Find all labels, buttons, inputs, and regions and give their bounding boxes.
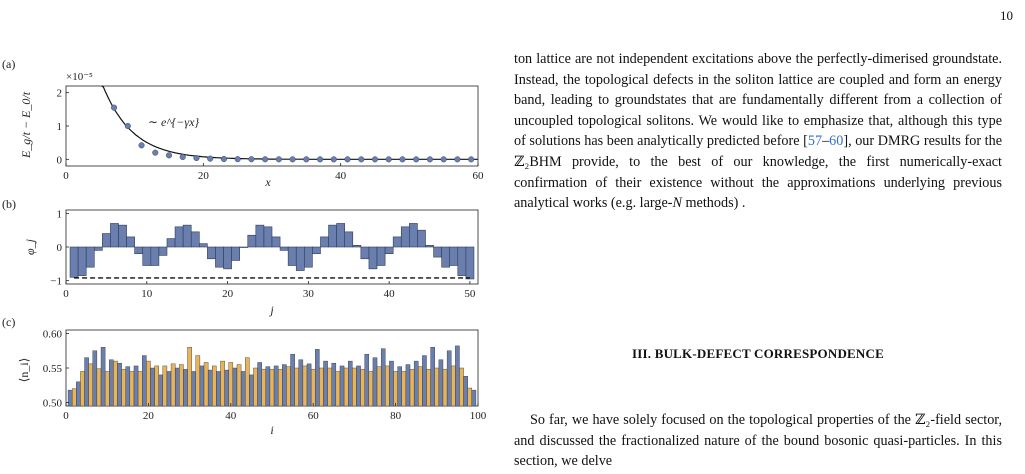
panel-a-point-9: [235, 156, 241, 162]
panel-b-bar-41: [401, 227, 409, 247]
panel-b-ticks: [50, 208, 476, 300]
panel-c-bar-48: [266, 367, 270, 406]
panel-b-xtick-label-4: 40: [383, 288, 395, 300]
panel-b-bar-18: [215, 247, 223, 267]
panel-c-bar-95: [459, 368, 463, 406]
panel-c-bar-79: [394, 371, 398, 406]
panel-c-bar-55: [295, 368, 299, 406]
panel-c-bar-64: [332, 363, 336, 406]
panel-a-point-15: [317, 157, 323, 163]
panel-b-bar-17: [207, 247, 215, 259]
panel-c-ytick-label-0: 0.50: [42, 397, 62, 410]
panel-b-bar-31: [320, 237, 328, 247]
panel-c-xlabel: i: [270, 423, 274, 437]
panel-c-bar-23: [163, 366, 167, 406]
panel-c-bar-81: [402, 371, 406, 406]
panel-c-bar-91: [443, 369, 447, 406]
para1-part-d: methods) .: [681, 195, 746, 212]
z2-symbol-2: ℤ₂: [915, 412, 931, 428]
para2-part-b: -field sector, and discussed the fractionalized nature of the bound bosonic quasi-particles. In this section, we delve: [514, 412, 1003, 470]
panel-b-bar-6: [119, 225, 127, 247]
section-heading: III. BULK-DEFECT CORRESPONDENCE: [632, 346, 884, 361]
panel-a-point-0: [111, 105, 117, 111]
panel-b-bar-0: [70, 247, 78, 277]
panel-a-xtick-label-3: 60: [472, 170, 484, 182]
panel-b-bar-20: [232, 247, 240, 260]
panel-c-bar-47: [262, 369, 266, 406]
panel-c-bar-26: [175, 368, 179, 406]
panel-c-bar-14: [126, 367, 130, 406]
panel-c-bar-84: [414, 361, 418, 406]
panel-c-bar-43: [245, 358, 249, 406]
panel-b-bar-45: [434, 247, 442, 257]
panel-c-bar-67: [344, 368, 348, 406]
panel-a-xlabel: x: [265, 175, 271, 189]
panel-c-bar-87: [427, 369, 431, 406]
panel-a-point-6: [194, 155, 200, 161]
panel-a-point-18: [358, 157, 364, 163]
panel-a-xtick-label-0: 0: [63, 170, 69, 182]
panel-c-bar-78: [389, 361, 393, 406]
panel-a-point-19: [372, 157, 378, 163]
panel-c-bar-80: [398, 367, 402, 406]
panel-b-bar-35: [353, 245, 361, 247]
panel-c-bars: [68, 346, 476, 406]
panel-b-bar-34: [345, 232, 353, 247]
panel-c-bar-45: [253, 368, 257, 406]
panel-a-point-11: [262, 156, 268, 162]
panel-a-point-26: [468, 157, 474, 163]
panel-c-bar-6: [93, 351, 97, 406]
panel-c-bar-61: [319, 368, 323, 406]
panel-b-bar-4: [102, 234, 110, 247]
panel-c-bar-75: [377, 367, 381, 406]
panel-a-ticks: [57, 88, 485, 182]
panel-c-bar-31: [196, 356, 200, 406]
panel-b-ytick-label-0: −1: [50, 275, 62, 288]
panel-b-bar-5: [110, 223, 118, 247]
panel-a-point-16: [331, 157, 337, 163]
panel-c-ytick-label-1: 0.55: [42, 363, 62, 375]
panel-c-bar-71: [361, 369, 365, 406]
panel-a-point-7: [207, 156, 213, 162]
panel-a-points: [111, 105, 474, 162]
panel-b-bar-32: [329, 225, 337, 247]
panel-c-bar-41: [237, 365, 241, 406]
panel-c-bar-90: [439, 360, 443, 406]
panel-b-bar-40: [393, 237, 401, 247]
panel-b-bar-49: [466, 247, 474, 279]
panel-c-bar-36: [216, 371, 220, 406]
panel-c-bar-4: [85, 358, 89, 406]
panel-c-bar-24: [167, 371, 171, 406]
panel-b-bar-22: [248, 235, 256, 247]
panel-c-bar-92: [447, 351, 451, 406]
panel-b-bar-14: [183, 225, 191, 247]
panel-c-ytick-label-2: 0.60: [42, 328, 62, 341]
panel-b-bar-30: [312, 247, 320, 254]
panel-c-bar-65: [336, 371, 340, 406]
panel-c-bar-32: [200, 366, 204, 406]
panel-c-bar-18: [142, 356, 146, 406]
panel-c-bar-2: [76, 382, 80, 406]
panel-c-bar-21: [155, 366, 159, 406]
panel-c-bar-49: [270, 369, 274, 406]
panel-c-bar-39: [229, 362, 233, 406]
panel-a-point-1: [125, 123, 131, 129]
panel-c-bar-5: [89, 364, 93, 406]
para2-part-a: So far, we have solely focused on the topological properties of the: [530, 412, 916, 428]
panel-a-point-2: [139, 143, 145, 149]
panel-a-ytick-label-2: 2: [56, 87, 62, 100]
panel-b-bar-23: [256, 225, 264, 247]
panel-b-xtick-label-1: 10: [141, 288, 153, 300]
panel-a-xtick-label-2: 40: [335, 170, 347, 182]
panel-b-xtick-label-5: 50: [464, 288, 476, 300]
panel-a-point-22: [413, 157, 419, 163]
panel-c-xtick-label-3: 60: [307, 410, 319, 422]
panel-c-bar-1: [72, 389, 76, 406]
panel-b-bar-13: [175, 227, 183, 247]
panel-b-bar-33: [337, 223, 345, 247]
citation-link-57[interactable]: 57: [807, 133, 823, 150]
panel-b-bar-9: [143, 247, 151, 266]
panel-c-bar-22: [159, 375, 163, 406]
panel-c-bar-54: [291, 354, 295, 406]
panel-c-bar-11: [113, 361, 117, 406]
panel-b-bar-36: [361, 247, 369, 259]
panel-b-bar-26: [280, 247, 288, 250]
panel-b-bar-42: [409, 223, 417, 247]
panel-b-label: (b): [2, 197, 16, 211]
panel-b-bars: [70, 223, 474, 279]
panel-c-xtick-label-0: 0: [63, 410, 69, 422]
panel-c-bar-62: [324, 361, 328, 406]
panel-c-bar-8: [101, 347, 105, 406]
panel-c-xtick-label-5: 100: [469, 410, 487, 422]
para1-part-a: ton lattice are not independent excitations above the perfectly-dimerised groundstate. Instead, the topological defects in the soliton lattice are coupled and form an energy band, leading to groundstates that are fundamentally different from a collection of uncoupled topological solitons. We would like to emphasize that, although this type of solutions has been analytically predicted before [: [514, 51, 1002, 150]
panel-b-bar-28: [296, 247, 304, 271]
panel-c-bar-3: [80, 371, 84, 406]
panel-c-bar-93: [451, 366, 455, 406]
panel-c-bar-50: [274, 366, 278, 406]
para1-part-c: BHM provide, to the best of our knowledge, the first numerically-exact confirmation of their existence without the approximations underlying previous analytical works (e.g. large-: [514, 153, 1002, 212]
panel-c-bar-83: [410, 369, 414, 406]
panel-b-bar-24: [264, 227, 272, 247]
panel-a-point-17: [345, 157, 351, 163]
panel-c-bar-7: [97, 369, 101, 406]
panel-c-bar-74: [373, 358, 377, 406]
panel-c-bar-38: [225, 370, 229, 406]
panel-a-ytick-label-1: 1: [56, 121, 62, 133]
panel-b-bar-21: [240, 247, 248, 248]
panel-b-bar-44: [425, 245, 433, 247]
panel-a-annotation: ∼ e^{−γx}: [148, 115, 200, 129]
panel-b-bar-27: [288, 247, 296, 266]
panel-b-bar-11: [159, 247, 167, 255]
panel-a-point-25: [455, 157, 461, 163]
panel-b-xtick-label-3: 30: [302, 288, 314, 300]
panel-b-xtick-label-0: 0: [63, 288, 69, 300]
panel-a-point-8: [221, 156, 227, 162]
panel-c-bar-56: [299, 360, 303, 406]
panel-c-bar-59: [311, 369, 315, 406]
panel-c-bar-33: [204, 362, 208, 406]
panel-a-point-10: [249, 156, 255, 162]
figure: [0, 0, 500, 474]
citation-link-60[interactable]: 60: [829, 133, 844, 150]
panel-b-ytick-label-2: 1: [56, 208, 62, 221]
panel-c-bar-52: [282, 365, 286, 406]
panel-c-bar-66: [340, 366, 344, 406]
panel-a-point-3: [152, 150, 158, 156]
panel-a-point-23: [427, 157, 433, 163]
panel-c-bar-16: [134, 366, 138, 406]
panel-c-bar-97: [468, 388, 472, 406]
panel-c-bar-68: [348, 361, 352, 406]
panel-c-bar-30: [192, 371, 196, 406]
panel-c-bar-20: [150, 368, 154, 406]
panel-c-bar-63: [328, 368, 332, 406]
panel-b-bar-1: [78, 247, 86, 276]
panel-c-bar-58: [307, 364, 311, 406]
panel-c-bar-46: [258, 362, 262, 406]
panel-b-ylabel: φ_j: [23, 239, 37, 255]
panel-c-xtick-label-1: 20: [142, 410, 154, 422]
panel-a-point-20: [386, 157, 392, 163]
panel-c-bar-29: [188, 347, 192, 406]
panel-c-bar-98: [472, 390, 476, 406]
panel-b-bar-37: [369, 247, 377, 269]
panel-a-point-4: [166, 153, 172, 159]
panel-c-bar-85: [418, 367, 422, 406]
panel-c-bar-37: [221, 361, 225, 406]
panel-a-label: (a): [2, 57, 16, 71]
panel-b-bar-3: [94, 247, 102, 250]
panel-c-bar-70: [356, 366, 360, 406]
panel-b-bar-47: [450, 247, 458, 266]
panel-c-xtick-label-2: 40: [225, 410, 237, 422]
panel-b-bar-43: [417, 230, 425, 247]
panel-b-ytick-label-1: 0: [56, 242, 62, 254]
panel-c-bar-25: [171, 364, 175, 406]
panel-c-bar-82: [406, 365, 410, 406]
panel-b-bar-7: [127, 237, 135, 247]
panel-a-point-24: [441, 157, 447, 163]
panel-c-bar-88: [431, 347, 435, 406]
page-number: 10: [1000, 8, 1013, 23]
panel-c-bar-44: [249, 375, 253, 406]
panel-c-bar-27: [179, 365, 183, 406]
panel-c-bar-19: [146, 361, 150, 406]
panel-b-bar-25: [272, 237, 280, 247]
panel-c-bar-40: [233, 368, 237, 406]
panel-b-bar-38: [377, 247, 385, 266]
panel-b-bar-8: [135, 247, 143, 254]
panel-c-bar-77: [385, 366, 389, 406]
panel-c-bar-34: [208, 370, 212, 406]
citation-dash: –: [822, 133, 830, 150]
panel-b-xtick-label-2: 20: [222, 288, 234, 300]
figure-svg: [0, 0, 500, 474]
panel-c-bar-10: [109, 360, 113, 406]
panel-c-bar-0: [68, 390, 72, 406]
panel-a-ytick-label-0: 0: [56, 154, 62, 167]
panel-c-bar-72: [365, 354, 369, 406]
panel-b-bar-48: [458, 247, 466, 276]
panel-a-multiplier: ×10⁻⁵: [66, 71, 93, 83]
panel-b-bar-10: [151, 247, 159, 266]
panel-c-bar-94: [455, 346, 459, 406]
panel-c-bar-42: [241, 371, 245, 406]
panel-c-bar-96: [464, 376, 468, 406]
panel-b-bar-15: [191, 232, 199, 247]
panel-a-point-12: [276, 157, 282, 163]
panel-a-point-14: [304, 157, 310, 163]
panel-c-bar-17: [138, 371, 142, 406]
z2-symbol: ℤ₂: [514, 153, 530, 170]
panel-b-bar-16: [199, 244, 207, 247]
panel-c-xtick-label-4: 80: [390, 410, 402, 422]
panel-c-bar-12: [118, 363, 122, 406]
panel-b-bar-46: [442, 247, 450, 267]
panel-c-bar-76: [381, 349, 385, 406]
panel-c-bar-35: [212, 366, 216, 406]
panel-c-bar-60: [315, 349, 319, 406]
panel-c-bar-73: [369, 371, 373, 406]
body-column-paragraph: [514, 49, 1002, 214]
panel-c-bar-86: [422, 356, 426, 406]
panel-a-point-21: [400, 157, 406, 163]
panel-a-xtick-label-1: 20: [197, 170, 209, 182]
panel-a-ylabel: E_g/t − E_0/t: [19, 91, 33, 159]
panel-b-bar-29: [304, 247, 312, 267]
panel-c-bar-28: [183, 369, 187, 406]
panel-b-bar-12: [167, 239, 175, 247]
panel-c-bar-89: [435, 368, 439, 406]
large-n-symbol: N: [672, 195, 682, 212]
section-paragraph: [514, 410, 1002, 472]
panel-c-bar-51: [278, 369, 282, 406]
panel-c-ylabel: ⟨n_i⟩: [17, 357, 31, 383]
panel-c-label: (c): [2, 315, 16, 329]
panel-a-point-5: [180, 154, 186, 160]
para1-part-b: ], our DMRG results for the: [843, 133, 1003, 150]
panel-c-bar-9: [105, 371, 109, 406]
panel-c-bar-57: [303, 366, 307, 406]
panel-c-bar-53: [286, 367, 290, 406]
panel-b-bar-2: [86, 247, 94, 267]
panel-c-bar-13: [122, 369, 126, 406]
panel-c-bar-69: [352, 368, 356, 406]
panel-c-bar-15: [130, 371, 134, 406]
panel-b-bar-39: [385, 247, 393, 254]
panel-b-bar-19: [224, 247, 232, 269]
panel-b-xlabel: j: [270, 303, 274, 317]
panel-a-point-13: [290, 157, 296, 163]
